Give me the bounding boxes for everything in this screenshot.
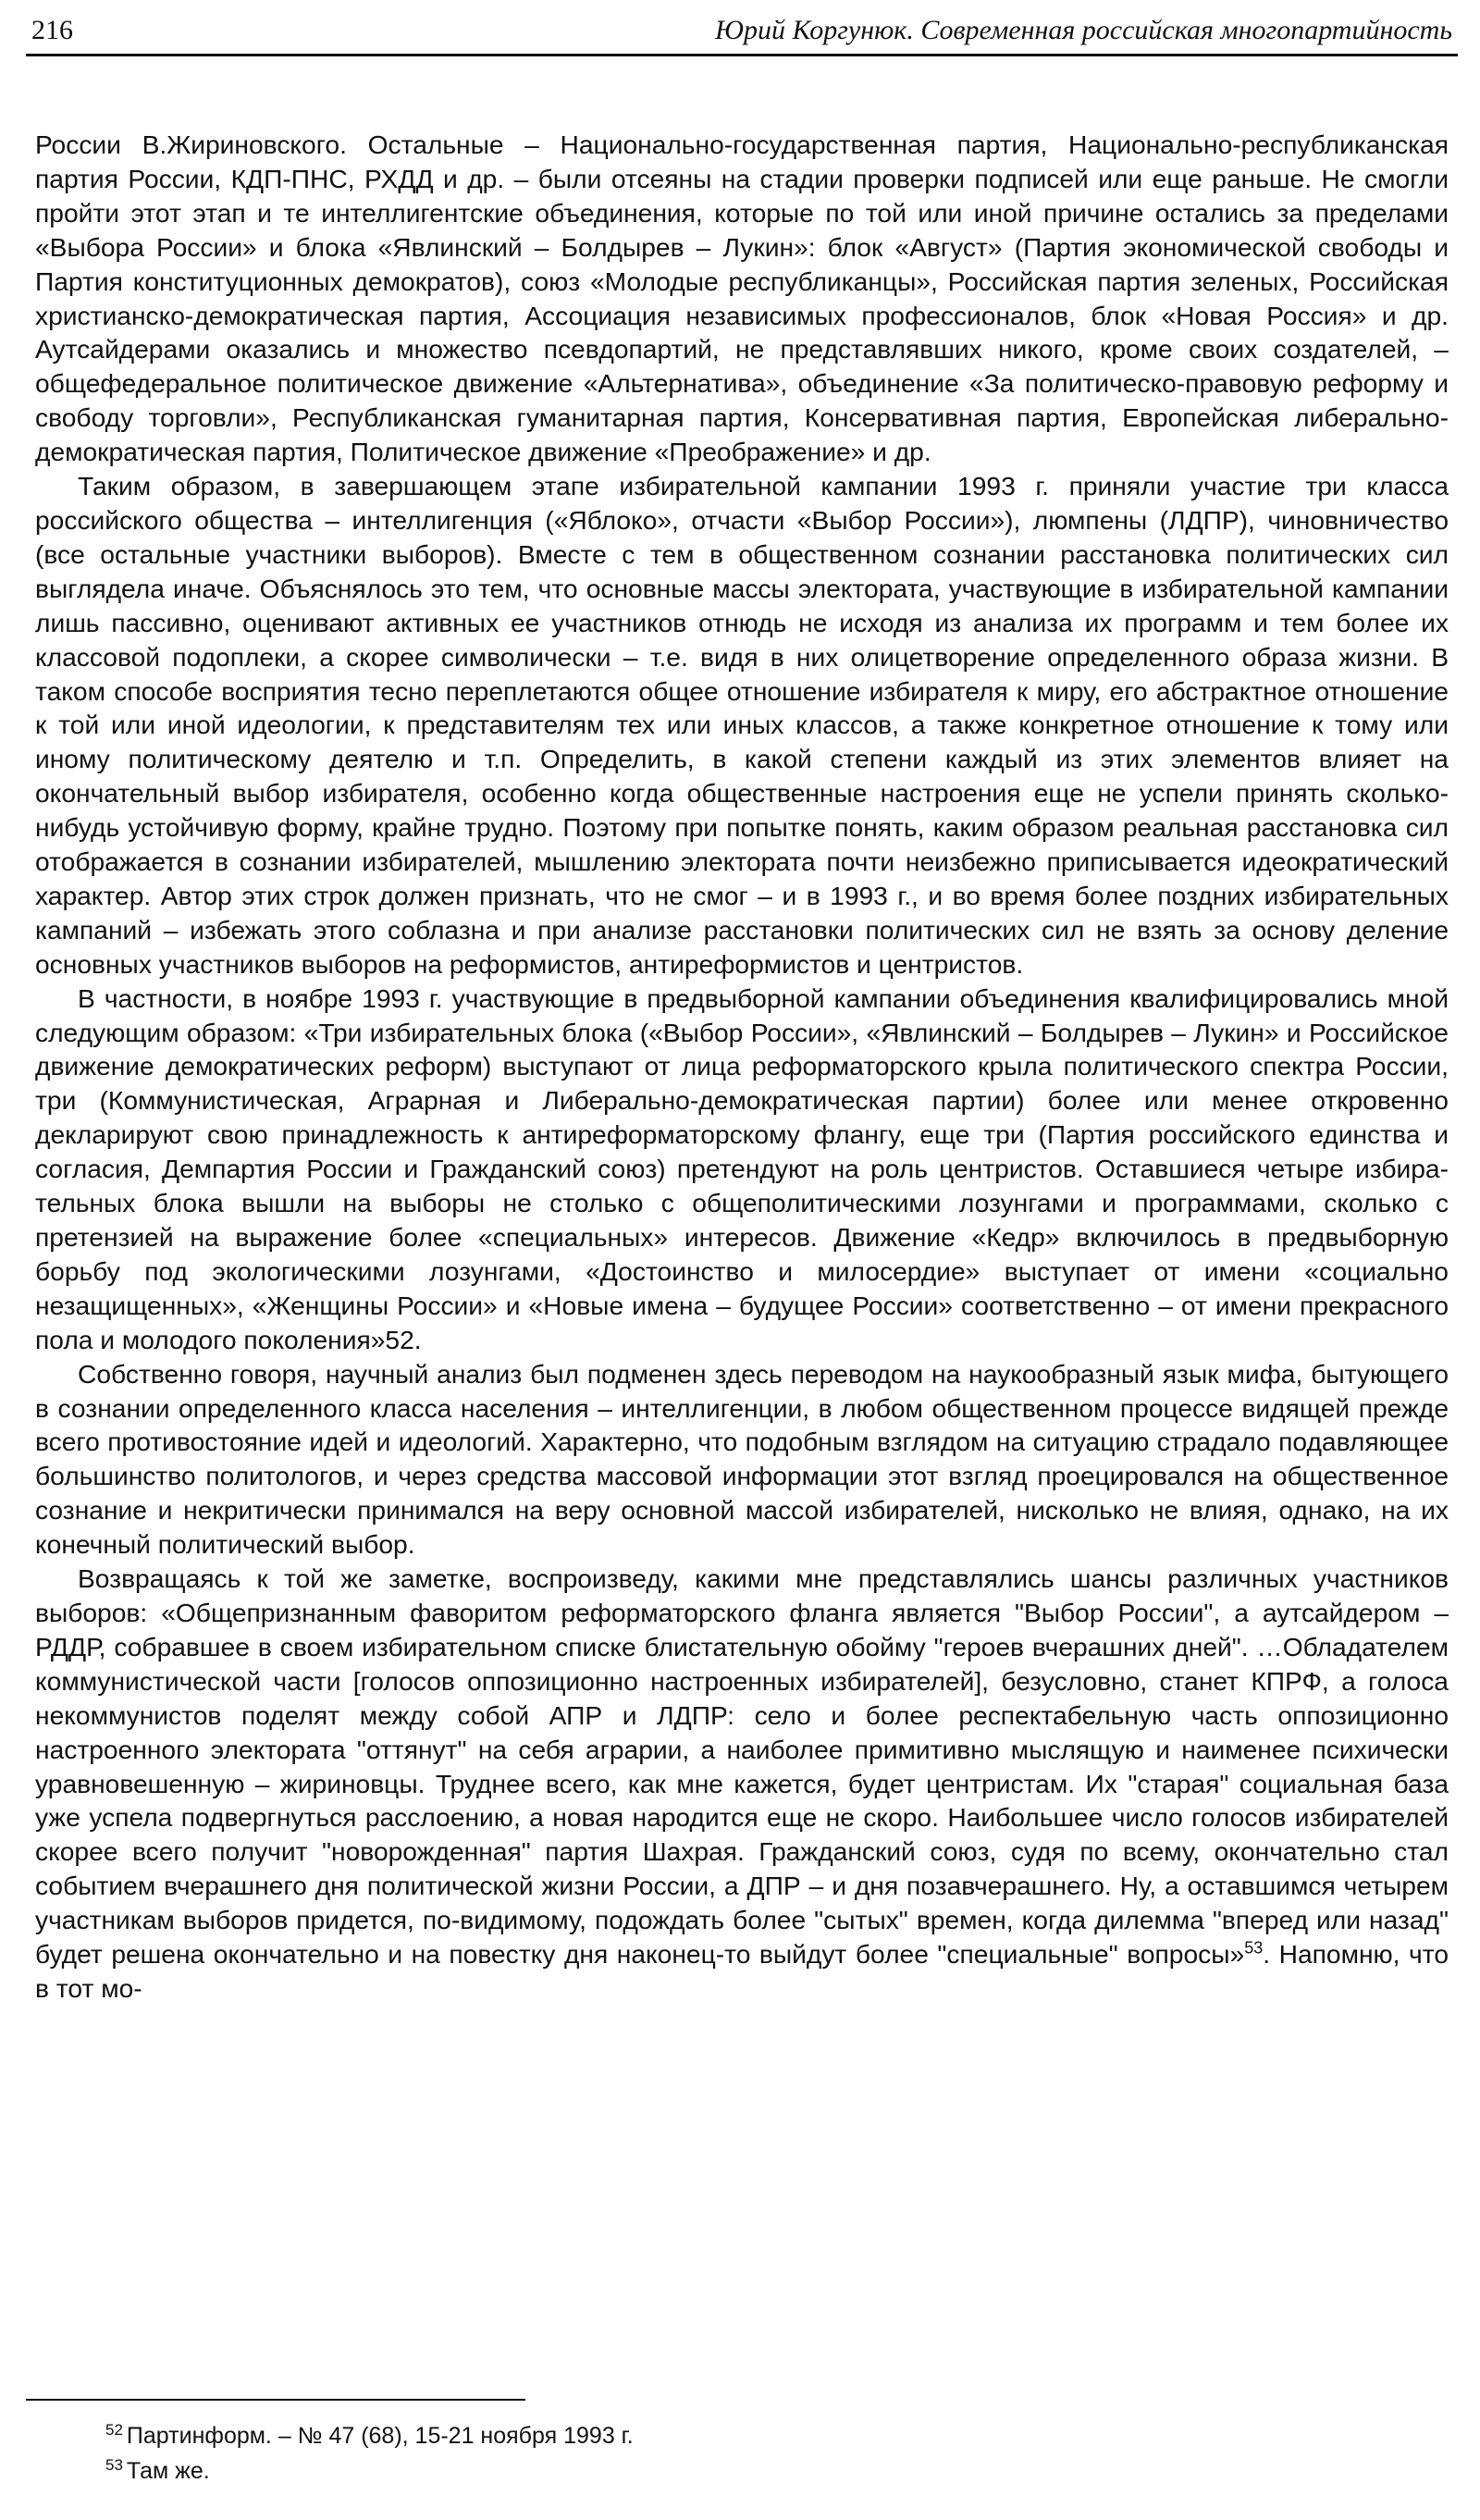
paragraph-1: России В.Жириновского. Остальные – Национально-государственная партия, Национально-республиканская партия России, КДП-ПНС, РХДД и др. – были отсеяны на стадии проверки подписей или еще раньше. Не смогли пройти этот этап и те интеллигентские объединения, которые по той или иной причине остались за пределами «Выбора России» и блока «Явлинский – Болдырев – Лукин»: блок «Август» (Партия экономической свободы и Партия конституционных демократов), союз «Молодые республиканцы», Российская партия зеленых, Российская христианско-демократическая партия, Ассоциация независимых профессионалов, блок «Новая Россия» и др. Аутсайдерами оказались и множество псевдопартий, не представлявших никого, кроме своих создателей, – общефедеральное политическое движение «Альтернатива», объединение «За политическо-правовую реформу и свободу торговли», Республиканская гуманитарная партия, Консервативная партия, Европейская либерально-демократическая партия, Политическое движение «Преображение» и др.: [35, 130, 1449, 467]
footnote-text: Партинформ. – № 47 (68), 15-21 ноября 1993 г.: [126, 2423, 634, 2449]
paragraph-5-text: Возвращаясь к той же заметке, воспроизведу, какими мне представлялись шансы различных участников выборов: «Общепризнанным фаворитом реформаторского фланга является "Выбор России", а аутсайдером – РДДР, собравшее в своем избирательном списке блистательную обойму "героев вчерашних дней". …Обладателем коммунистической части [голосов оппозиционно настроенных избирателей], безусловно, станет КПРФ, а голоса некоммунистов поделят между собой АПР и ЛДПР: село и более респектабельную часть оппозиционно настроенного электората "оттянут" на себя аграрии, а наиболее примитивно мыслящую и наименее психически уравновешенную – жириновцы. Труднее всего, как мне кажется, будет центристам. Их "старая" социальная база уже успела подвергнуться расслоению, а новая народится еще не скоро. Наибольшее число голосов избирателей скорее всего получит "новорожденная" партия Шахрая. Гражданский союз, судя по всему, окончательно стал событием вчерашнего дня политической жизни России, а ДПР – и дня позавчерашнего. Ну, а оставшимся четырем участникам выборов придется, по-видимому, подождать более "сытых" времен, когда дилемма "вперед или назад" будет решена окончательно и на повестку дня наконец-то выйдут более "специальные" вопросы»: [35, 1563, 1449, 1970]
page-number: 216: [31, 15, 73, 45]
footnote-ref-53[interactable]: 53: [1244, 1938, 1264, 1958]
body-text: [35, 128, 1449, 2006]
book-page: [26, 0, 1458, 2520]
running-title: Юрий Коргунюк. Современная российская многопартийность: [714, 15, 1452, 45]
paragraph-2: Таким образом, в завершающем этапе избирательной кампании 1993 г. приняли участие три класса российского общества – интеллигенция («Яблоко», отчасти «Выбор России»), люмпены (ЛДПР), чиновничество (все остальные участники выборов). Вместе с тем в общественном сознании расстановка политических сил выглядела иначе. Объяснялось это тем, что основные массы электората, участвующие в избирательной кампании лишь пассивно, оценивают активных ее участников отнюдь не исходя из анализа их программ и тем более их классовой подоплеки, а скорее символически – т.е. видя в них олицетворение определенного образа жизни. В таком способе восприятия тесно переплетаются общее отношение избирателя к миру, его абстрактное отношение к той или иной идеологии, к представителям тех или иных классов, а также конкретное отношение к тому или иному политическому деятелю и т.п. Определить, в какой степени каждый из этих элементов влияет на окончательный выбор избирателя, особенно когда общественные настроения еще не успели принять сколько-нибудь устойчивую форму, крайне трудно. Поэтому при попытке понять, каким образом реальная расстановка сил отображается в сознании избирателей, мышлению электората почти неизбежно приписывается идеократический характер. Автор этих строк должен признать, что не смог – и в 1993 г., и во время более поздних избирательных кампаний – избежать этого соблазна и при анализе расстановки политических сил не взять за основу деление основных участников выборов на реформистов, антиреформистов и центристов.: [35, 471, 1449, 979]
footnotes: [105, 2418, 1437, 2489]
paragraph-5: [35, 1562, 1449, 2006]
footnote-53: [105, 2453, 1437, 2489]
footnote-52: [105, 2418, 1437, 2453]
paragraph-4: Собственно говоря, научный анализ был подменен здесь переводом на наукообразный язык мифа, бытующего в сознании определенного класса населения – интеллигенции, в любом общественном процессе видящей прежде всего противостояние идей и идеологий. Характерно, что подобным взглядом на ситуацию страдало подавляющее большинство политологов, и через средства массовой информации этот взгляд проецировался на общественное сознание и некритически принимался на веру основной массой избирателей, нисколько не влияя, однако, на их конечный политический выбор.: [35, 1358, 1449, 1560]
footnote-text: Там же.: [126, 2458, 210, 2484]
footnote-divider: [26, 2399, 525, 2401]
footnote-number: 53: [105, 2455, 123, 2474]
paragraph-5-tail: . Напомню, что в тот мо-: [35, 1939, 1449, 2003]
paragraph-3: В частности, в ноябре 1993 г. участвующие в предвыборной кампании объединения квалифицировались мной следующим образом: «Три избирательных блока («Выбор России», «Явлинский – Болдырев – Лукин» и Российское движение демократических реформ) выступают от лица реформаторского крыла политического спектра России, три (Коммунистическая, Аграрная и Либерально-демократическая партии) более или менее откровенно декларируют свою принадлежность к антиреформаторскому флангу, еще три (Партия российского единства и согласия, Демпартия России и Гражданский союз) претендуют на роль центристов. Оставшиеся четыре избирательных блока вышли на выборы не столько с общеполитическими лозунгами и программами, сколько с претензией на выражение более «специальных» интересов. Движение «Кедр» включилось в предвыборную борьбу под экологическими лозунгами, «Достоинство и милосердие» выступает от имени «социально незащищенных», «Женщины России» и «Новые имена – будущее России» соответственно – от имени прекрасного пола и молодого поколения»52.: [35, 982, 1449, 1354]
running-header: [26, 13, 1458, 56]
footnote-number: 52: [105, 2420, 123, 2439]
